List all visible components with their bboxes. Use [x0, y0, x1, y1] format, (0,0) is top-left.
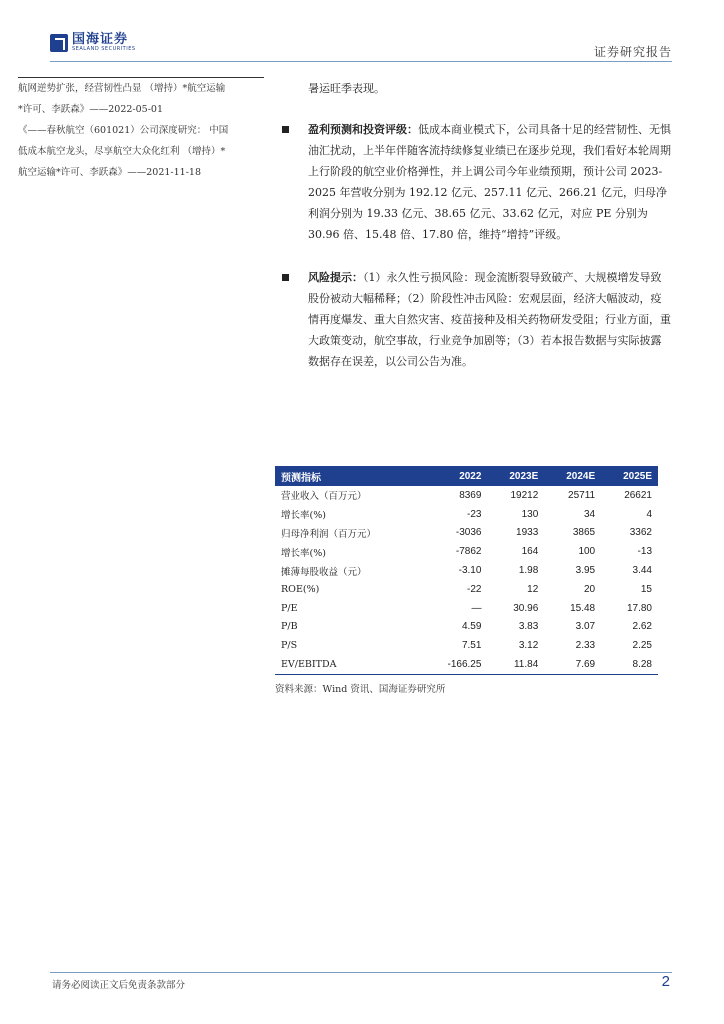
forecast-table: [275, 466, 658, 675]
row-label-cell: P/E: [281, 602, 298, 614]
row-label-cell: EV/EBITDA: [275, 655, 424, 674]
value-cell: 3.95: [575, 565, 596, 577]
value-cell: 4: [646, 508, 652, 520]
footer-divider: [50, 972, 672, 973]
value-cell: 100: [578, 546, 596, 558]
value-cell: -22: [466, 583, 482, 595]
row-label-cell: P/B: [281, 621, 298, 633]
table-row: [275, 599, 658, 618]
value-cell: 20: [584, 583, 596, 595]
value-cell: 164: [521, 546, 539, 558]
main-content: [282, 78, 672, 372]
value-cell: -3.10: [458, 565, 482, 577]
footer-disclaimer: 请务必阅读正文后免责条款部分: [52, 980, 186, 991]
logo-chinese-name: 国海证券: [72, 32, 129, 47]
value-cell: 1933: [516, 527, 539, 539]
table-header-cell: 2023E: [487, 466, 544, 486]
value-cell: 3.44: [632, 565, 652, 577]
value-cell: 4.59: [461, 621, 482, 633]
logo-english-name: SEALAND SECURITIES: [72, 46, 136, 52]
risk-title: 风险提示：: [308, 271, 363, 284]
table-header-cell: 2024E: [544, 466, 601, 486]
table-source: 资料来源：Wind 资讯、国海证券研究所: [275, 683, 446, 695]
table-row: [275, 618, 658, 637]
table-row: [275, 636, 658, 655]
value-cell: 15: [640, 583, 652, 595]
value-cell: 17.80: [626, 602, 652, 614]
value-cell: 12: [527, 583, 539, 595]
forecast-title: 盈利预测和投资评级：: [308, 123, 418, 136]
page-number: 2: [661, 973, 670, 990]
value-cell: 3.12: [518, 640, 539, 652]
related-report-line: *许可、李跃森》——2022-05-01: [18, 104, 164, 115]
value-cell: 34: [584, 508, 596, 520]
table-row: [275, 561, 658, 580]
value-cell: 7.51: [461, 640, 482, 652]
value-cell: 8369: [459, 489, 482, 501]
related-report-line: 低成本航空龙头，尽享航空大众化红利 （增持）*: [18, 146, 226, 157]
risk-text: （1）永久性亏损风险：现金流断裂导致破产、大规模增发导致股份被动大幅稀释；（2）阶段性冲击风险：宏观层面，经济大幅波动，疫情再度爆发、重大自然灾害、疫苗接种及相关药物研发受阻；行业方面，重大政策变动，航空事故，行业竞争加剧等；（3）若本报告数据与实际披露数据存在误差，以公司公告为准。: [308, 271, 671, 368]
value-cell: 11.84: [487, 655, 544, 674]
value-cell: 2.62: [632, 621, 652, 633]
table-header-row: [275, 466, 658, 486]
forecast-table-wrapper: [275, 466, 658, 695]
table-row: [275, 486, 658, 505]
value-cell: 19212: [510, 489, 539, 501]
value-cell: 130: [521, 508, 539, 520]
row-label-cell: 增长率(%): [281, 510, 326, 522]
bullet-square-icon: [282, 126, 289, 133]
value-cell: -13: [637, 546, 652, 558]
risk-section: [282, 267, 672, 372]
row-label-cell: 归母净利润（百万元）: [281, 528, 377, 540]
value-cell: -3036: [455, 527, 482, 539]
value-cell: 8.28: [601, 655, 658, 674]
value-cell: 3.83: [518, 621, 539, 633]
report-type: 证券研究报告: [593, 45, 672, 59]
row-label-cell: 摊薄每股收益（元）: [281, 566, 367, 578]
value-cell: -7862: [455, 546, 482, 558]
table-body: [275, 486, 658, 674]
value-cell: 2.33: [575, 640, 596, 652]
value-cell: 25711: [568, 489, 596, 501]
value-cell: 30.96: [513, 602, 539, 614]
forecast-text: 低成本商业模式下，公司具备十足的经营韧性、无惧油汇扰动，上半年伴随客流持续修复业绩已在逐步兑现，我们看好本轮周期上行阶段的航空业价格弹性，并上调公司今年业绩预期，预计公司 2023-2025 年营收分别为 192.12 亿元、257.11 亿元、266.21 亿元，归母净利润分别为 19.33 亿元、38.65 亿元、33.62 亿元，对应 PE 分别为 30.96 倍、15.48 倍、17.80 倍，维持“增持”评级。: [308, 123, 671, 241]
related-reports: [18, 77, 264, 183]
row-label-cell: 增长率(%): [281, 547, 326, 559]
related-report-line: 航网逆势扩张，经营韧性凸显 （增持）*航空运输: [18, 83, 226, 94]
table-header-cell: 2025E: [601, 466, 658, 486]
company-logo: [50, 33, 136, 52]
table-row: [275, 542, 658, 561]
row-label-cell: P/S: [281, 640, 298, 652]
value-cell: 2.25: [632, 640, 652, 652]
forecast-section: [282, 119, 672, 245]
table-header-cell: 预测指标: [275, 466, 424, 486]
table-row: [275, 580, 658, 599]
related-report-line: 航空运输*许可、李跃森》——2021-11-18: [18, 167, 202, 178]
value-cell: 15.48: [570, 602, 596, 614]
row-label-cell: 营业收入（百万元）: [281, 491, 367, 503]
table-header-cell: 2022: [424, 466, 488, 486]
intro-continuation: 暑运旺季表现。: [308, 82, 385, 95]
value-cell: —: [471, 602, 482, 614]
value-cell: 3865: [572, 527, 596, 539]
bullet-square-icon: [282, 274, 289, 281]
logo-mark-icon: [50, 34, 68, 52]
header-divider: [50, 61, 672, 62]
row-label-cell: ROE(%): [281, 583, 320, 595]
value-cell: 26621: [624, 489, 652, 501]
value-cell: -166.25: [424, 655, 488, 674]
value-cell: 1.98: [518, 565, 539, 577]
table-row: [275, 655, 658, 674]
table-row: [275, 505, 658, 524]
table-row: [275, 524, 658, 543]
value-cell: 3362: [629, 527, 652, 539]
value-cell: 3.07: [575, 621, 596, 633]
value-cell: -23: [466, 508, 482, 520]
related-report-line: 《——春秋航空（601021）公司深度研究： 中国: [18, 125, 229, 136]
value-cell: 7.69: [544, 655, 601, 674]
